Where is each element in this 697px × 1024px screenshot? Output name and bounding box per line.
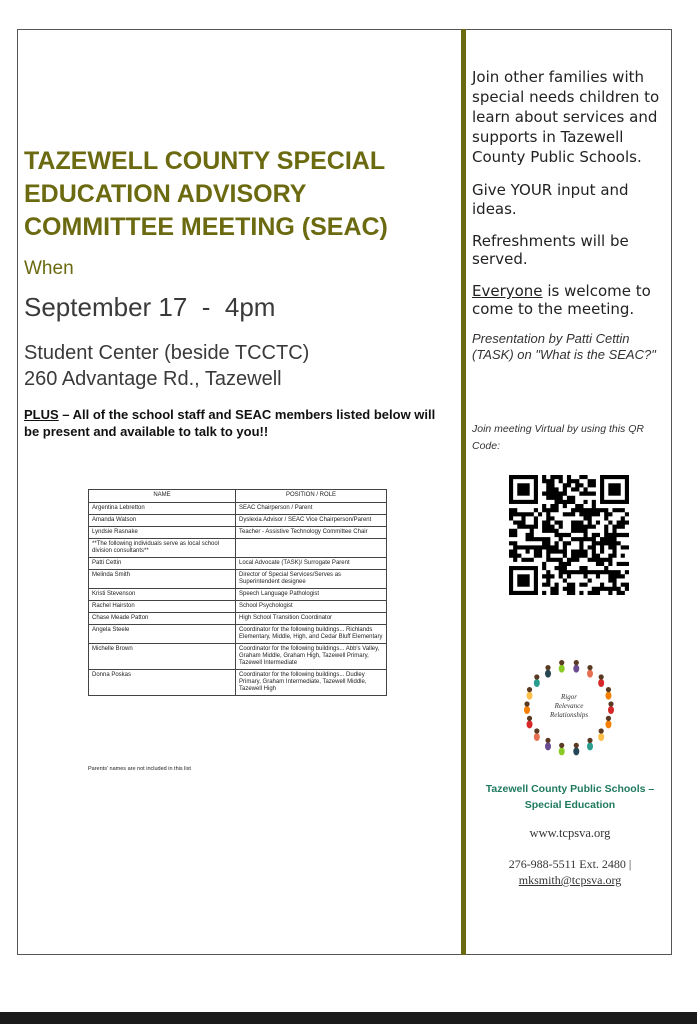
table-row (89, 558, 387, 570)
child-figure-icon (534, 728, 540, 741)
virtual-text: Join meeting Virtual by using this QR Code: (472, 423, 644, 452)
child-figure-icon (598, 728, 604, 741)
child-figure-icon (573, 660, 579, 673)
district-name (478, 781, 662, 813)
staff-name: **The following individuals serve as local school division consultants** (89, 539, 236, 558)
location-line-1: Student Center (beside TCCTC) (24, 342, 310, 364)
child-figure-icon (598, 674, 604, 687)
intro-text: Join other families with special needs children to learn about services and supports in Tazewell County Public Schools. (472, 68, 660, 166)
staff-name: Angela Steele (89, 625, 236, 644)
child-figure-icon (527, 716, 533, 729)
welcome-lead: Everyone (472, 282, 543, 300)
input-text: Give YOUR input and ideas. (472, 181, 629, 218)
presentation-text: Presentation by Patti Cettin (TASK) on "What is the SEAC?" (472, 331, 656, 362)
table-row (89, 515, 387, 527)
staff-role: Teacher - Assistive Technology Committee Chair (236, 527, 387, 539)
column-divider (461, 29, 466, 955)
staff-role: Coordinator for the following buildings... Dudley Primary, Graham Intermediate, Tazewell Middle, Tazewell High (236, 670, 387, 696)
when-label: When (24, 258, 74, 279)
staff-name: Donna Poskas (89, 670, 236, 696)
child-figure-icon (587, 665, 593, 678)
child-figure-icon (559, 660, 565, 673)
contact-info (478, 856, 662, 888)
table-row (89, 601, 387, 613)
table-header-row (89, 490, 387, 503)
refreshments-text: Refreshments will be served. (472, 232, 629, 268)
meeting-date-time: September 17 - 4pm (24, 292, 276, 322)
staff-role: Local Advocate (TASK)/ Surrogate Parent (236, 558, 387, 570)
staff-role: School Psychologist (236, 601, 387, 613)
staff-table-body (89, 503, 387, 696)
staff-role: Coordinator for the following buildings... Abb's Valley, Graham Middle, Graham High, Tazewell Primary, Tazewell Intermediate (236, 644, 387, 670)
child-figure-icon (573, 743, 579, 756)
table-row (89, 539, 387, 558)
plus-note (24, 406, 454, 440)
staff-role (236, 539, 387, 558)
staff-role: High School Transition Coordinator (236, 613, 387, 625)
welcome-text (472, 282, 668, 318)
table-row (89, 503, 387, 515)
staff-name: Melinda Smith (89, 570, 236, 589)
child-figure-icon (587, 738, 593, 751)
website-link[interactable]: www.tcpsva.org (529, 826, 611, 840)
logo-text-1: Rigor (561, 693, 577, 701)
phone-number: 276-988-5511 Ext. 2480 | (508, 857, 632, 871)
table-row (89, 625, 387, 644)
table-header-role: POSITION / ROLE (236, 490, 387, 503)
child-figure-icon (534, 674, 540, 687)
welcome-rest: is welcome to come to the meeting. (472, 282, 651, 318)
staff-name: Lyndsie Rasnake (89, 527, 236, 539)
logo-text-3: Relationships (549, 711, 589, 719)
child-figure-icon (527, 687, 533, 700)
staff-name: Michelle Brown (89, 644, 236, 670)
table-row (89, 589, 387, 601)
table-row (89, 670, 387, 696)
table-header-name: NAME (89, 490, 236, 503)
child-figure-icon (605, 687, 611, 700)
table-row (89, 570, 387, 589)
staff-role: Coordinator for the following buildings... Richlands Elementary, Middle, High, and Cedar Bluff Elementary (236, 625, 387, 644)
location-line-2: 260 Advantage Rd., Tazewell (24, 368, 282, 390)
table-note: Parents' names are not included in this list (88, 766, 191, 772)
staff-role: Dyslexia Advisor / SEAC Vice Chairperson/Parent (236, 515, 387, 527)
meeting-location (24, 340, 309, 392)
staff-name: Chase Meade Patton (89, 613, 236, 625)
plus-text: – All of the school staff and SEAC members listed below will be present and available to talk to you!! (24, 407, 436, 439)
child-figure-icon (524, 701, 530, 714)
district-line-2: Special Education (524, 799, 616, 811)
table-row (89, 613, 387, 625)
staff-name: Patti Cettin (89, 558, 236, 570)
email-link[interactable]: mksmith@tcpsva.org (518, 873, 622, 887)
staff-name: Kristi Stevenson (89, 589, 236, 601)
child-figure-icon (608, 701, 614, 714)
table-row (89, 644, 387, 670)
staff-name: Argentina Lebretton (89, 503, 236, 515)
child-figure-icon (605, 716, 611, 729)
staff-role: Director of Special Services/Serves as Superintendent designee (236, 570, 387, 589)
staff-name: Amanda Watson (89, 515, 236, 527)
staff-name: Rachel Hairston (89, 601, 236, 613)
logo-text-2: Relevance (554, 702, 584, 710)
staff-role: SEAC Chairperson / Parent (236, 503, 387, 515)
table-row (89, 527, 387, 539)
qr-code-icon[interactable] (509, 475, 629, 595)
page-title: TAZEWELL COUNTY SPECIAL EDUCATION ADVISORY COMMITTEE MEETING (SEAC) (24, 147, 388, 241)
child-figure-icon (545, 738, 551, 751)
district-line-1: Tazewell County Public Schools – (485, 783, 655, 795)
bottom-bar (0, 1012, 697, 1024)
staff-role: Speech Language Pathologist (236, 589, 387, 601)
circle-of-children-logo-icon (514, 655, 624, 761)
child-figure-icon (545, 665, 551, 678)
plus-lead: PLUS (24, 407, 59, 422)
staff-table (88, 489, 387, 696)
child-figure-icon (559, 743, 565, 756)
